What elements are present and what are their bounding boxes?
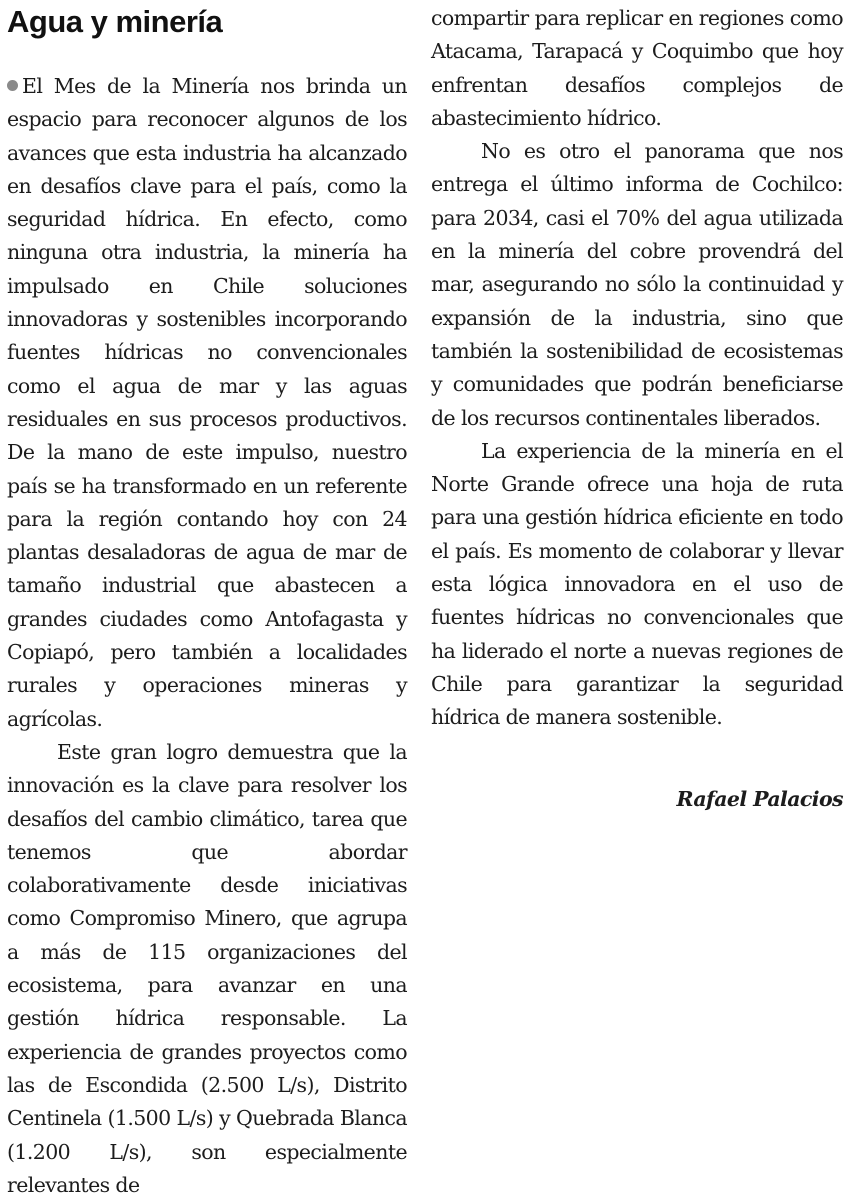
article-paragraph xyxy=(7,70,407,736)
article-headline: Agua y minería xyxy=(7,4,223,39)
article-paragraph: No es otro el panorama que nos entrega el último informa de Cochilco: para 2034, casi el 70% del agua utilizada en la minería del cobre provendrá del mar, asegurando no sólo la continuidad y expansión de la industria, sino que también la sostenibilidad de ecosistemas y comunidades que podrán beneficiarse de los recursos continentales liberados. xyxy=(431,139,843,430)
article-paragraph-text: El Mes de la Minería nos brinda un espacio para reconocer algunos de los avances que esta industria ha alcanzado en desafíos clave para el país, como la seguridad hídrica. En efecto, como ninguna otra industria, la minería ha impulsado en Chile soluciones innovadoras y sostenibles incorporando fuentes hídricas no convencionales como el agua de mar y las aguas residuales en sus procesos productivos. De la mano de este impulso, nuestro país se ha transformado en un referente para la región contando hoy con 24 plantas desaladoras de agua de mar de tamaño industrial que abastecen a grandes ciudades como Antofagasta y Copiapó, pero también a localidades rurales y operaciones mineras y agrícolas. xyxy=(7,74,407,731)
bullet-icon xyxy=(7,80,18,91)
article-column-right xyxy=(431,2,843,816)
article-paragraph: Este gran logro demuestra que la innovación es la clave para resolver los desafíos del cambio climático, tarea que tenemos que abordar colaborativamente desde iniciativas como Compromiso Minero, que agrupa a más de 115 organizaciones del ecosistema, para avanzar en una gestión hídrica responsable. La experiencia de grandes proyectos como las de Escondida (2.500 L/s), Distrito Centinela (1.500 L/s) y Quebrada Blanca (1.200 L/s), son especialmente relevantes de xyxy=(7,739,407,1197)
author-signature: Rafael Palacios xyxy=(676,786,843,811)
article-paragraph: La experiencia de la minería en el Norte Grande ofrece una hoja de ruta para una gestión hídrica eficiente en todo el país. Es momento de colaborar y llevar esta lógica innovadora en el uso de fuentes hídricas no convencionales que ha liderado el norte a nuevas regiones de Chile para garantizar la seguridad hídrica de manera sostenible. xyxy=(431,438,843,730)
article-paragraph: compartir para replicar en regiones como Atacama, Tarapacá y Coquimbo que hoy enfrentan desafíos complejos de abastecimiento hídrico. xyxy=(431,6,843,130)
article-column-left xyxy=(7,70,407,1202)
